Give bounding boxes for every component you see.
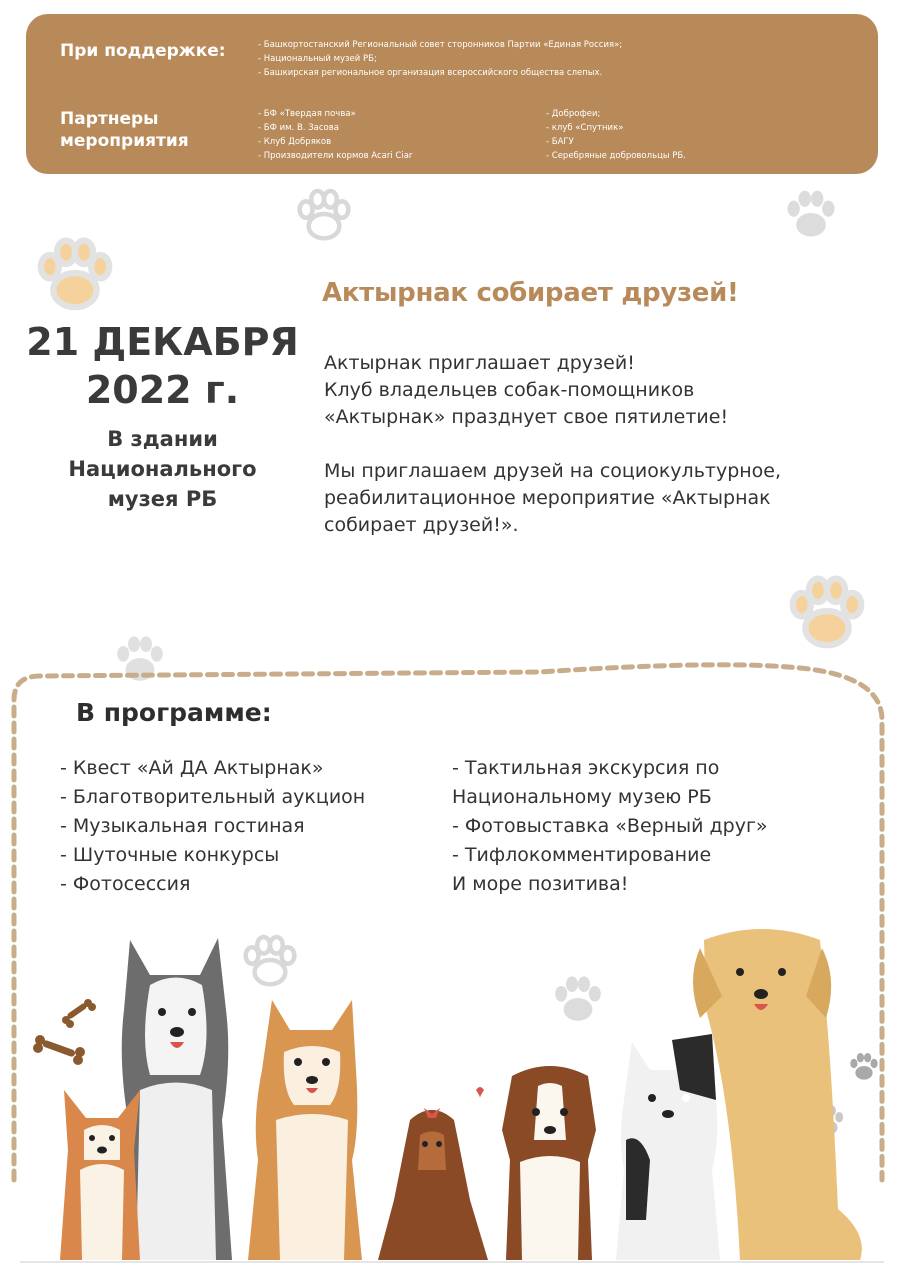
program-item: - Шуточные конкурсы — [60, 844, 280, 866]
program-list-2 — [452, 754, 768, 899]
program-list-1 — [60, 754, 365, 899]
venue-line: музея РБ — [107, 487, 218, 511]
support-item: - Башкирская региональное организация всероссийского общества слепых. — [258, 68, 603, 78]
program-item: - Квест «Ай ДА Актырнак» — [60, 757, 324, 779]
dogs-illustration — [0, 900, 904, 1280]
program-item: - Музыкальная гостиная — [60, 815, 305, 837]
bone-icon — [33, 1035, 85, 1065]
venue-line: Национального — [68, 457, 257, 481]
shiba-dog-illustration — [248, 1000, 362, 1260]
event-headline: Актырнак собирает друзей! — [322, 278, 739, 308]
support-item: - Башкортостанский Региональный совет сторонников Партии «Единая Россия»; — [258, 40, 623, 50]
beagle-dog-illustration — [502, 1066, 596, 1260]
intro-line: Актырнак приглашает друзей! — [324, 352, 635, 374]
venue-line: В здании — [107, 427, 218, 451]
partner-item: - Производители кормов Acari Ciar — [258, 151, 413, 161]
program-item: - Фотосессия — [60, 873, 191, 895]
partner-item: - БФ «Твердая почва» — [258, 109, 356, 119]
intro-line: «Актырнак» празднует свое пятилетие! — [324, 406, 729, 428]
partner-item: - Серебряные добровольцы РБ. — [546, 151, 686, 161]
support-title: При поддержке: — [60, 41, 226, 61]
partner-item: - Клуб Добряков — [258, 137, 332, 147]
program-item: - Тактильная экскурсия по — [452, 757, 720, 779]
program-item: - Благотворительный аукцион — [60, 786, 366, 808]
partner-item: - БФ им. В. Засова — [258, 123, 339, 133]
partner-item: - Доброфеи; — [546, 109, 601, 119]
event-date-day: 21 ДЕКАБРЯ — [26, 320, 299, 364]
program-item: - Фотовыставка «Верный друг» — [452, 815, 768, 837]
program-item: - Тифлокомментирование — [452, 844, 712, 866]
bone-icon — [62, 999, 96, 1028]
spotted-dog-illustration — [616, 1034, 720, 1260]
program-item: Национальному музею РБ — [452, 786, 712, 808]
program-item: И море позитива! — [452, 873, 629, 895]
event-date-year: 2022 г. — [85, 368, 240, 412]
intro-line: собирает друзей!». — [324, 514, 519, 536]
intro-line: реабилитационное мероприятие «Актырнак — [324, 487, 771, 509]
intro-line: Мы приглашаем друзей на социокультурное, — [324, 460, 782, 482]
intro-line: Клуб владельцев собак-помощников — [324, 379, 695, 401]
partner-item: - БАГУ — [546, 137, 574, 147]
program-title: В программе: — [76, 698, 272, 727]
support-item: - Национальный музей РБ; — [258, 54, 377, 64]
yorkie-dog-illustration — [378, 1087, 488, 1260]
partners-title: Партнеры мероприятия — [60, 109, 189, 151]
golden-retriever-illustration — [693, 929, 862, 1260]
partner-item: - клуб «Спутник» — [546, 123, 624, 133]
corgi-dog-illustration — [60, 1090, 140, 1260]
